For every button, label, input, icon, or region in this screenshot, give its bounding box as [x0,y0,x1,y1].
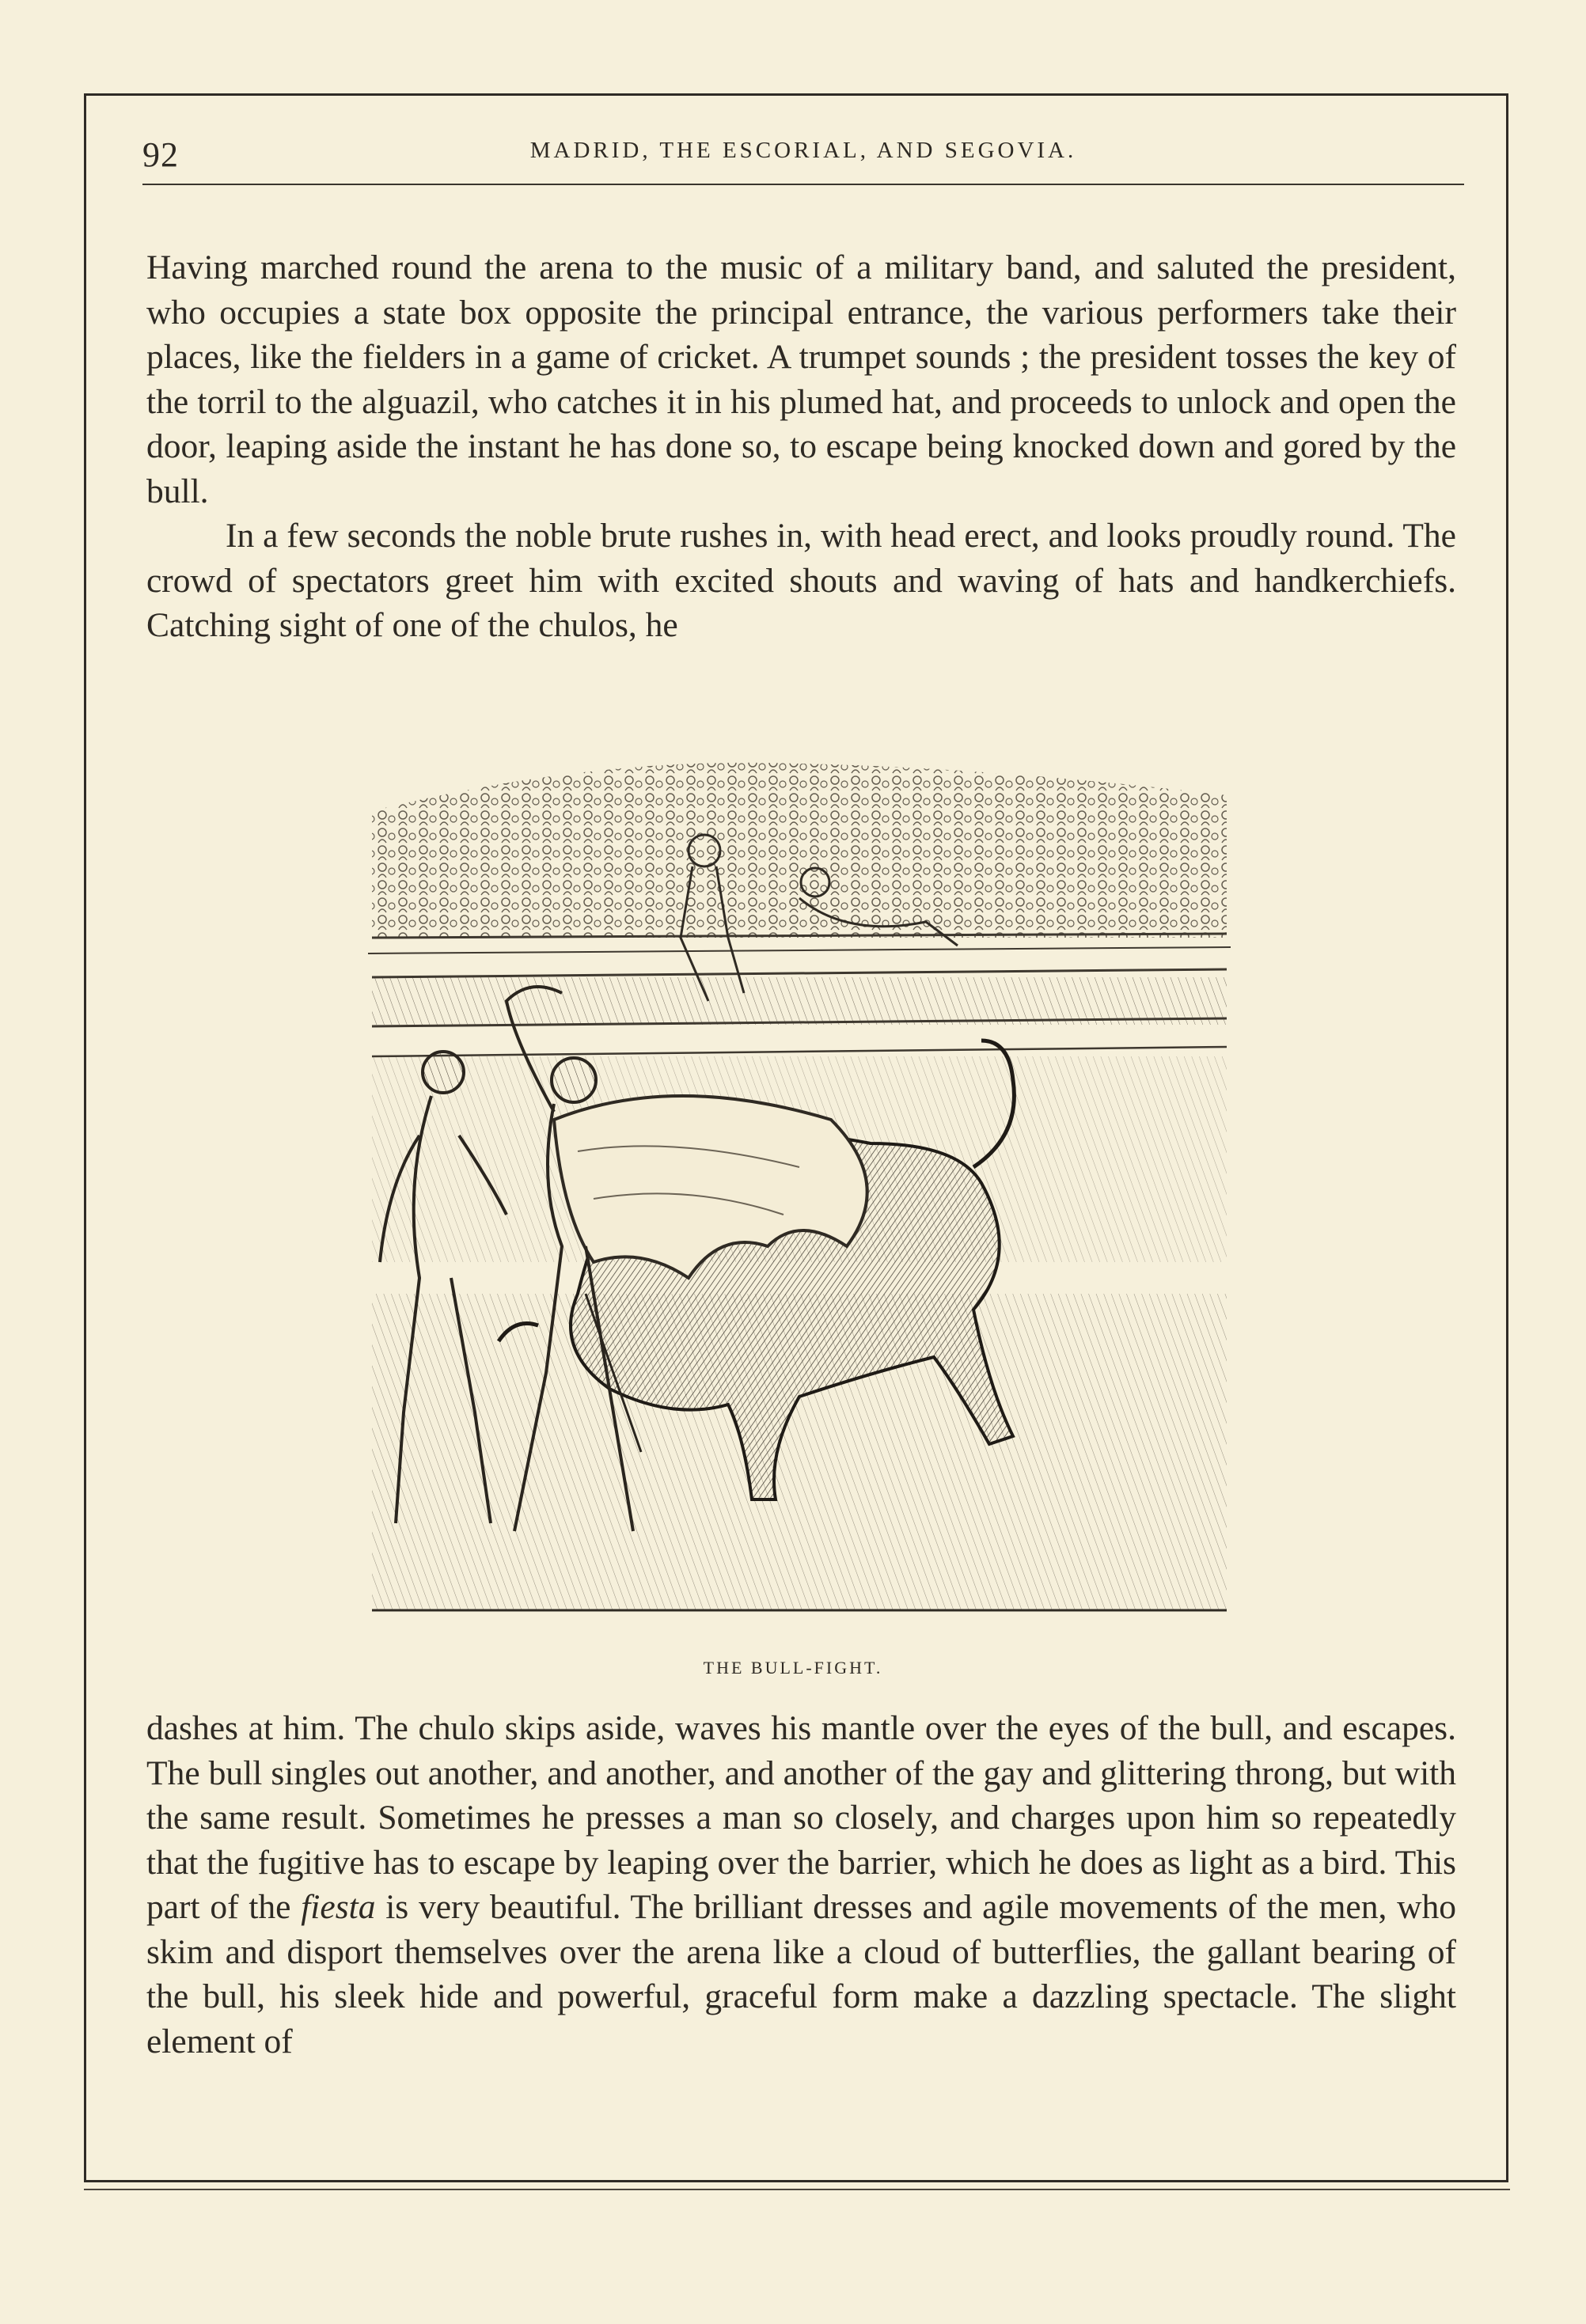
running-title: MADRID, THE ESCORIAL, AND SEGOVIA. [529,138,1077,163]
upper-text-block [146,245,1456,648]
paragraph-3-part-1: dashes at him. The chulo skips aside, waves his mantle over the eyes of the bull, and escapes. The bull singles out another, and another, and another of the gay and glittering throng, but with the same result. Sometimes he presses a man so closely, and charges upon him so repeatedly that the fugitive has to escape by leaping over the barrier, which he does as light as a bird. This part of the [146,1709,1456,1926]
illustration-caption: THE BULL-FIGHT. [703,1658,883,1678]
paragraph-3 [146,1706,1456,2064]
page-number: 92 [142,135,179,174]
running-head [142,135,1464,182]
bullfight-engraving [356,740,1235,1642]
italic-word-fiesta: fiesta [301,1888,376,1926]
header-rule [142,184,1464,185]
lower-text-block [146,1706,1456,2064]
paragraph-1: Having marched round the arena to the music of a military band, and saluted the president, who occupies a state box opposite the principal entrance, the various performers take their places, like the fielders in a game of cricket. A trumpet sounds ; the president tosses the key of the torril to the alguazil, who catches it in his plumed hat, and proceeds to unlock and open the door, leaping aside the instant he has done so, to escape being knocked down and gored by the bull. [146,248,1456,510]
paragraph-2: In a few seconds the noble brute rushes in, with head erect, and looks proudly round. The crowd of spectators greet him with excited shouts and waving of hats and handkerchiefs. Catching sight of one of the chulos, he [146,517,1456,644]
frame-bottom-shadow-rule [84,2189,1510,2190]
paragraph-3-part-2: is very beautiful. The brilliant dresses and agile movements of the men, who skim and disport themselves over the arena like a cloud of butterflies, the gallant bearing of the bull, his sleek hide and powerful, graceful form make a dazzling spectacle. The slight element of [146,1888,1456,2061]
spectator-crowd [368,763,1231,953]
